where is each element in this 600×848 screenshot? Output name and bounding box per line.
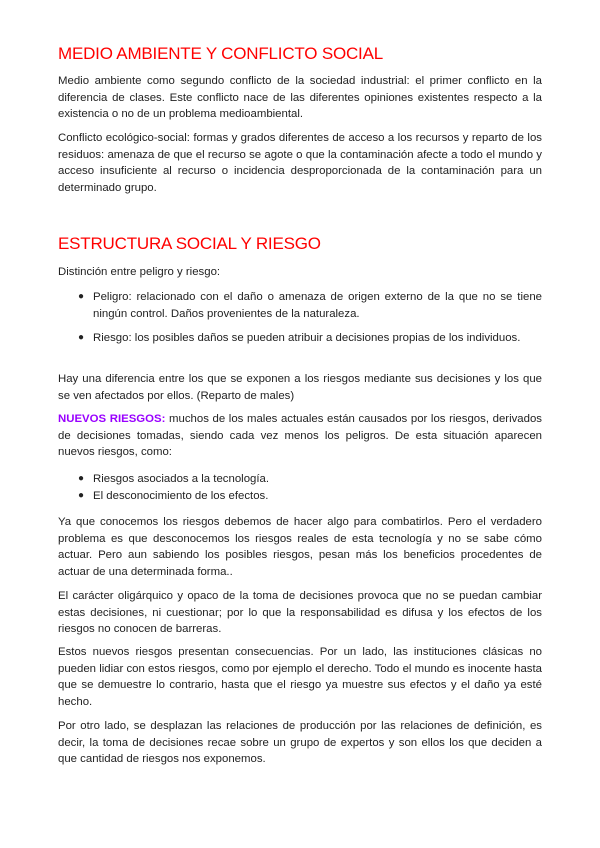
list-item: ● El desconocimiento de los efectos.: [93, 488, 542, 505]
bullet-icon: ●: [78, 473, 85, 484]
paragraph-medio-ambiente: Medio ambiente como segundo conflicto de la sociedad industrial: el primer conflicto en la diferencia de clases. Este conflicto nace de las diferentes opiniones existentes respecto a la existencia o no de un problema medioambiental.: [58, 75, 542, 121]
section-title-medio-ambiente: MEDIO AMBIENTE Y CONFLICTO SOCIAL: [58, 44, 383, 63]
paragraph-combatir: Ya que conocemos los riesgos debemos de hacer algo para combatirlos. Pero el verdadero problema es que desconocemos los riesgos reales de esta tecnología y no se sabe cómo actuar. Pero aun sabiendo los posibles riesgos, pesan más los beneficios procedentes de actuar de una determinada forma..: [58, 516, 542, 578]
paragraph-consecuencias: Estos nuevos riesgos presentan consecuencias. Por un lado, las instituciones clásicas no pueden lidiar con estos riesgos, como por ejemplo el derecho. Todo el mundo es inocente hasta que se demuestre lo contrario, hasta que el riesgo ya muestre sus efectos y el daño ya esté hecho.: [58, 646, 542, 708]
list-item: ● Riesgos asociados a la tecnología.: [93, 471, 542, 488]
paragraph-diferencia: Hay una diferencia entre los que se exponen a los riesgos mediante sus decisiones y los que se ven afectados por ellos. (Reparto de males): [58, 373, 542, 402]
bullet-icon: ●: [78, 489, 85, 501]
section-title-estructura-social: ESTRUCTURA SOCIAL Y RIESGO: [58, 234, 321, 253]
paragraph-distincion: Distinción entre peligro y riesgo:: [58, 266, 221, 278]
paragraph-nuevos-riesgos: NUEVOS RIESGOS: muchos de los males actuales están causados por los riesgos, derivados de decisiones tomadas, siendo cada vez menos los peligros. De esta situación aparecen nuevos riesgos, como:: [58, 413, 542, 459]
paragraph-oligarquico: El carácter oligárquico y opaco de la toma de decisiones provoca que no se puedan cambiar estas decisiones, ni cuestionar; por lo que la responsabilidad es difusa y los efectos de los riesgos no conocen de barreras.: [58, 590, 542, 636]
list-item: ● Peligro: relacionado con el daño o amenaza de origen externo de la que no se tiene ningún control. Daños provenientes de la naturaleza.: [78, 291, 542, 320]
paragraph-conflicto-ecologico: Conflicto ecológico-social: formas y grados diferentes de acceso a los recursos y reparto de los residuos: amenaza de que el recurso se agote o que la contaminación afecte a todo el mundo y acceso insuficiente al recurso o incidencia desproporcionada de la contaminación para un determinado grupo.: [58, 132, 542, 194]
list-peligro-riesgo: [78, 289, 542, 347]
bullet-icon: ●: [78, 332, 85, 344]
bullet-icon: ●: [78, 291, 85, 302]
paragraph-otro-lado: Por otro lado, se desplazan las relaciones de producción por las relaciones de definición, es decir, la toma de decisiones recae sobre un grupo de expertos y son ellos los que deciden a que cantidad de riesgos nos exponemos.: [58, 720, 542, 766]
list-item: ● Riesgo: los posibles daños se pueden atribuir a decisiones propias de los individuos.: [93, 330, 542, 347]
list-nuevos-riesgos: [78, 471, 542, 504]
nuevos-riesgos-label: NUEVOS RIESGOS:: [58, 413, 166, 425]
